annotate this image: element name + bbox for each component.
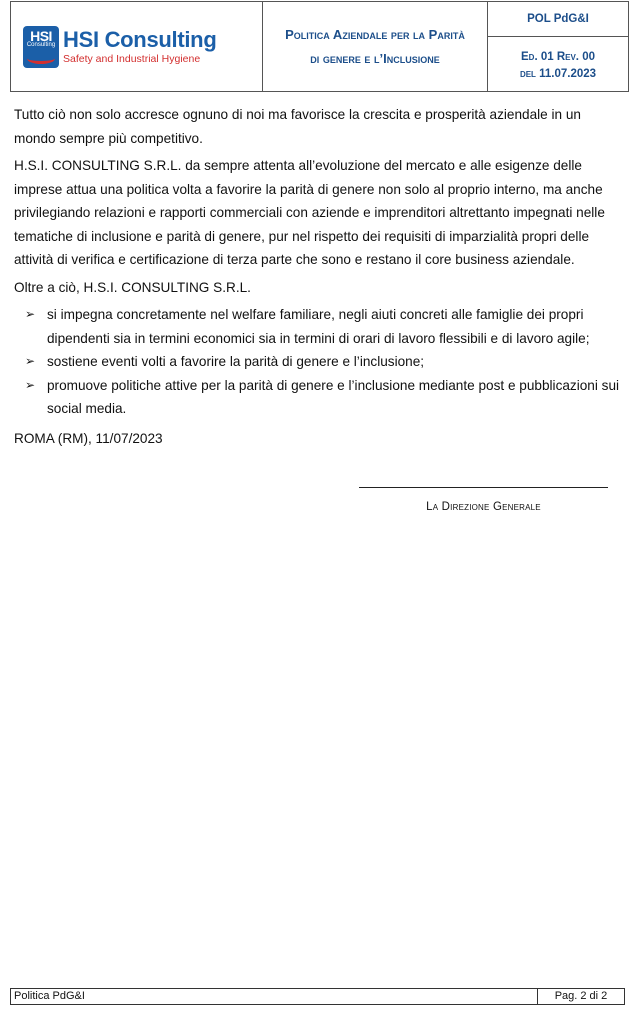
document-title [263,2,488,91]
doc-revision [488,37,628,91]
page-number: Pag. 2 di 2 [554,990,608,1002]
signature-label: La Direzione Generale [426,501,541,513]
list-item-text: sostiene eventi volti a favorire la parità di genere e l’inclusione; [47,354,425,369]
logo-badge-bottom: Consulting [26,41,56,48]
paragraph-3: Oltre a ciò, H.S.I. CONSULTING S.R.L. [14,279,251,295]
logo-badge [23,26,59,68]
arrow-bullet-icon: ➢ [25,377,36,392]
doc-date: del 11.07.2023 [519,68,597,80]
company-logo [11,2,263,91]
list-item [14,303,626,350]
page-footer [10,988,625,1005]
document-body [14,103,626,454]
doc-code: POL PdG&I [488,2,628,37]
place-date: ROMA (RM), 11/07/2023 [14,430,163,446]
title-line-2: di genere e l’Inclusione [310,50,440,66]
list-item [14,374,626,421]
document-header [10,1,629,92]
document-meta [488,2,628,91]
logo-text [63,28,216,65]
paragraph-1: Tutto ciò non solo accresce ognuno di noi ma favorisce la crescita e prosperità aziendale in un mondo sempre più competitivo. [14,107,581,146]
arrow-bullet-icon: ➢ [25,307,36,321]
list-item [14,350,626,374]
footer-doc-name: Politica PdG&I [11,989,538,1004]
list-item-text: promuove politiche attive per la parità di genere e l’inclusione mediante post e pubblicazioni sui social media. [47,377,620,416]
logo-name: HSI Consulting [63,27,217,52]
arrow-bullet-icon: ➢ [25,354,36,368]
logo-badge-top: HSI [30,27,52,44]
paragraph-2: H.S.I. CONSULTING S.R.L. da sempre attenta all’evoluzione del mercato e alle esigenze delle imprese attua una politica volta a favorire la parità di genere non solo al proprio interno, ma anche privilegiando relazioni e rapporti commerciali con aziende e imprenditori altrettanto impegnati nelle tematiche di inclusione e parità di genere, pur nel rispetto dei requisiti di imparzialità propri delle attività di verifica e certificazione di terza parte che sono e restano il core business aziendale. [14,158,605,267]
signature-line [359,487,608,488]
logo-swoosh-icon [27,53,55,64]
title-line-1: Politica Aziendale per la Parità [285,26,465,42]
list-item-text: si impegna concretamente nel welfare familiare, negli aiuti concreti alle famiglie dei propri dipendenti sia in termini economici sia in termini di orari di lavoro flessibili e di lavoro agile; [47,307,590,346]
commitment-list [14,303,626,421]
logo-tagline: Safety and Industrial Hygiene [63,53,201,65]
doc-edition: Ed. 01 Rev. 00 [521,51,595,63]
